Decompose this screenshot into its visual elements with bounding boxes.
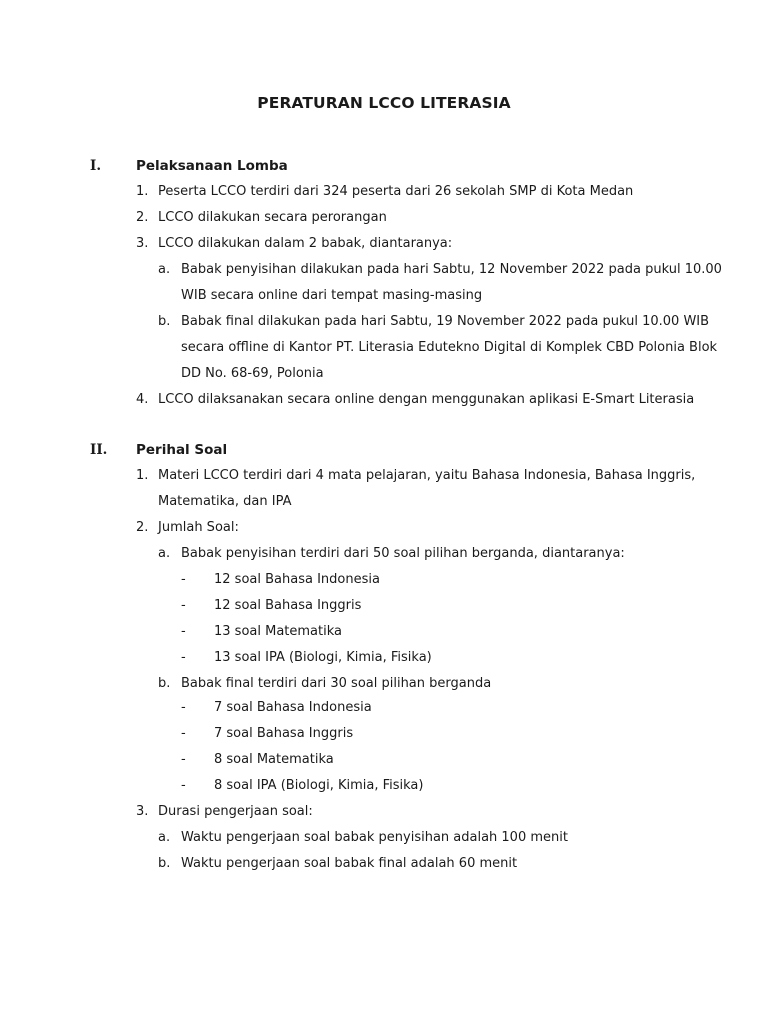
subitem-text: Babak penyisihan dilakukan pada hari Sabtu, 12 November 2022 pada pukul 10.00 [181,262,722,277]
subitem-text: Babak final dilakukan pada hari Sabtu, 19 November 2022 pada pukul 10.00 WIB [181,314,710,329]
bullet-dash: - [181,598,186,613]
bullet-text: 8 soal Matematika [214,752,334,767]
section-heading: Perihal Soal [136,442,228,458]
subitem-text: Waktu pengerjaan soal babak penyisihan adalah 100 menit [181,830,568,845]
bullet-dash: - [181,624,186,639]
subitem-text: Babak penyisihan terdiri dari 50 soal pilihan berganda, diantaranya: [181,546,625,561]
item-text: LCCO dilakukan dalam 2 babak, diantaranya: [158,236,453,251]
item-text: Materi LCCO terdiri dari 4 mata pelajaran, yaitu Bahasa Indonesia, Bahasa Inggris, [158,468,696,483]
bullet-text: 13 soal IPA (Biologi, Kimia, Fisika) [214,650,432,665]
subitem-text: Waktu pengerjaan soal babak final adalah 60 menit [181,856,518,871]
item-number: 2. [136,210,149,225]
subitem-text: Babak final terdiri dari 30 soal pilihan berganda [181,676,492,691]
item-text: Peserta LCCO terdiri dari 324 peserta dari 26 sekolah SMP di Kota Medan [158,184,634,199]
item-text: Jumlah Soal: [158,520,239,535]
bullet-dash: - [181,700,186,715]
item-text: LCCO dilaksanakan secara online dengan menggunakan aplikasi E-Smart Literasia [158,392,695,407]
item-text: Durasi pengerjaan soal: [158,804,313,819]
item-number: 1. [136,184,149,199]
subitem-text: secara offline di Kantor PT. Literasia Edutekno Digital di Komplek CBD Polonia Blok [181,340,718,355]
item-number: 4. [136,392,149,407]
bullet-text: 13 soal Matematika [214,624,342,639]
bullet-text: 12 soal Bahasa Indonesia [214,572,380,587]
item-text: Matematika, dan IPA [158,494,292,509]
bullet-dash: - [181,572,186,587]
subitem-text: WIB secara online dari tempat masing-masing [181,288,483,303]
subitem-letter: a. [158,262,171,277]
section-heading: Pelaksanaan Lomba [136,158,288,174]
bullet-dash: - [181,650,186,665]
item-number: 2. [136,520,149,535]
subitem-letter: b. [158,676,171,691]
subitem-letter: a. [158,546,171,561]
bullet-text: 8 soal IPA (Biologi, Kimia, Fisika) [214,778,424,793]
subitem-letter: b. [158,314,171,329]
item-number: 3. [136,804,149,819]
item-number: 3. [136,236,149,251]
bullet-dash: - [181,778,186,793]
subitem-text: DD No. 68-69, Polonia [181,366,324,381]
subitem-letter: b. [158,856,171,871]
section-numeral: II. [90,442,108,458]
bullet-dash: - [181,752,186,767]
subitem-letter: a. [158,830,171,845]
bullet-text: 12 soal Bahasa Inggris [214,598,362,613]
bullet-dash: - [181,726,186,741]
document-title: PERATURAN LCCO LITERASIA [257,94,511,112]
bullet-text: 7 soal Bahasa Inggris [214,726,354,741]
item-number: 1. [136,468,149,483]
item-text: LCCO dilakukan secara perorangan [158,210,387,225]
section-numeral: I. [90,158,102,174]
bullet-text: 7 soal Bahasa Indonesia [214,700,372,715]
